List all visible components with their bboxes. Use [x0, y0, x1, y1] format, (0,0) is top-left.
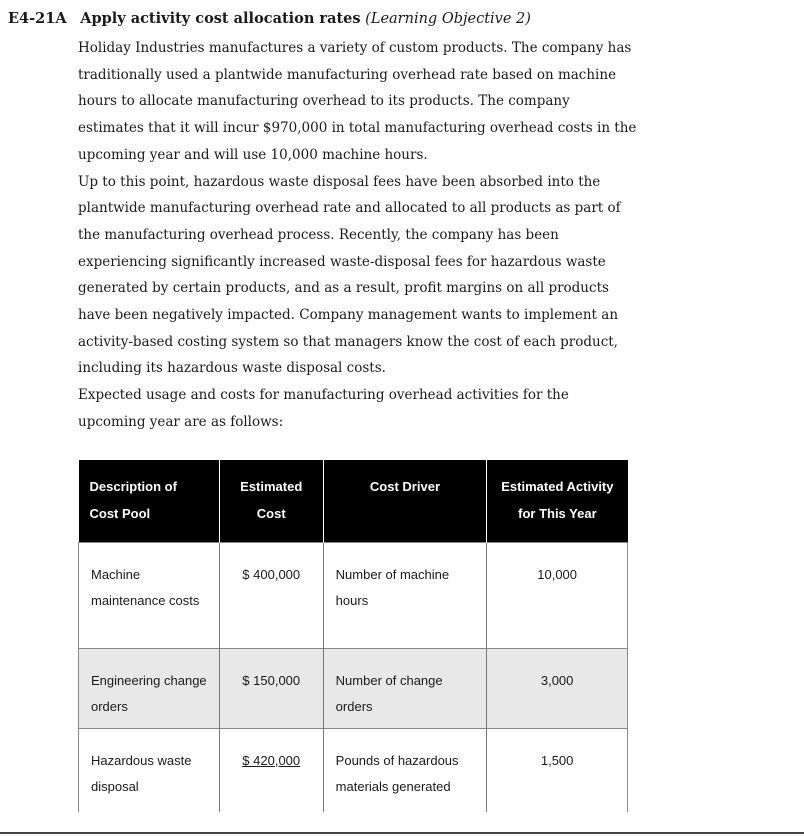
- paragraph-intro: Holiday Industries manufactures a variety of custom products. The company has traditionally used a plantwide manufacturing overhead rate based on machine hours to allocate manufacturing overhead to its products. The company estimates that it will incur $970,000 in total manufacturing overhead costs in the upcoming year and will use 10,000 machine hours.: [78, 40, 637, 163]
- exercise-title: Apply activity cost allocation rates: [80, 10, 361, 27]
- exercise-body: [78, 35, 638, 436]
- cell-estimated-activity: 3,000: [487, 648, 628, 728]
- paragraph-lead-in: Expected usage and costs for manufacturing overhead activities for the upcoming year are as follows:: [78, 387, 569, 430]
- cell-estimated-activity: 10,000: [487, 542, 628, 648]
- cell-estimated-cost: $ 400,000: [219, 542, 323, 648]
- cell-cost-pool: Machine maintenance costs: [79, 542, 220, 648]
- paragraph-background: Up to this point, hazardous waste disposal fees have been absorbed into the plantwide manufacturing overhead rate and allocated to all products as part of the manufacturing overhead process. Recently, the company has been experiencing significantly increased waste-disposal fees for hazardous waste generated by certain products, and as a result, profit margins on all products have been negatively impacted. Company management wants to implement an activity-based costing system so that managers know the cost of each product, including its hazardous waste disposal costs.: [78, 173, 621, 377]
- table-row: [79, 728, 628, 812]
- cell-estimated-cost: $ 420,000: [242, 752, 301, 768]
- activity-cost-table: [78, 460, 628, 812]
- exercise-number: E4-21A: [8, 10, 67, 27]
- cell-cost-pool: Engineering change orders: [79, 648, 220, 728]
- table-header-row: [79, 460, 628, 542]
- cell-cost-driver: Pounds of hazardous materials generated: [323, 728, 487, 812]
- header-cost-driver: Cost Driver: [323, 460, 487, 542]
- learning-objective: (Learning Objective 2): [365, 11, 531, 27]
- table-row: [79, 542, 628, 648]
- header-estimated-cost: Estimated Cost: [219, 460, 323, 542]
- cell-cost-driver: Number of change orders: [323, 648, 487, 728]
- cell-cost-pool: Hazardous waste disposal: [79, 728, 220, 812]
- table-row: [79, 648, 628, 728]
- cell-cost-driver: Number of machine hours: [323, 542, 487, 648]
- exercise-heading: [8, 10, 531, 27]
- header-estimated-activity: Estimated Activity for This Year: [487, 460, 628, 542]
- header-cost-pool: Description of Cost Pool: [79, 460, 220, 542]
- cell-estimated-cost: $ 150,000: [219, 648, 323, 728]
- cell-estimated-activity: 1,500: [487, 728, 628, 812]
- page-bottom-rule: [0, 832, 804, 834]
